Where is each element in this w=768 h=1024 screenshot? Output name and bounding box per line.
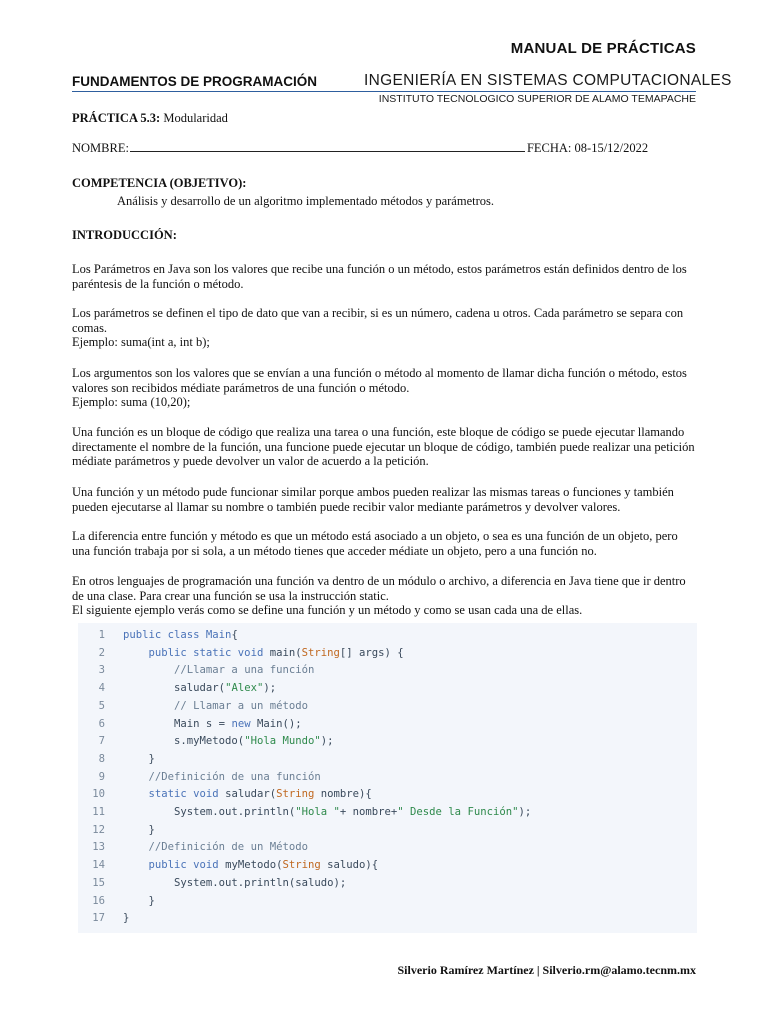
- paragraph-line: Los Parámetros en Java son los valores que recibe una función o un método, estos parámetros están definidos dentro de los paréntesis de la función o método.: [72, 262, 687, 291]
- paragraph-example: Ejemplo: suma(int a, int b);: [72, 335, 210, 349]
- intro-paragraph-1: [72, 262, 697, 291]
- code-token: }: [123, 912, 130, 925]
- line-number: 14: [92, 859, 105, 872]
- code-text: [123, 786, 372, 804]
- code-token: saludar(: [225, 788, 277, 801]
- paragraph-example: Ejemplo: suma (10,20);: [72, 395, 191, 409]
- intro-paragraph-3: [72, 366, 697, 410]
- line-number: 9: [98, 770, 105, 783]
- code-token: public static void: [148, 646, 270, 659]
- code-token: //Llamar a una función: [174, 664, 315, 677]
- code-token: [123, 771, 149, 783]
- code-token: myMetodo(: [225, 859, 283, 872]
- intro-title: INTRODUCCIÓN:: [72, 228, 177, 242]
- paragraph-line: La diferencia entre función y método es que un método está asociado a un objeto, o sea es una función de un objeto, pero una función trabaja por si sola, a un método tienes que acceder médiate un objeto, pero a una función no.: [72, 529, 678, 558]
- line-number: 6: [98, 717, 105, 730]
- subject-title: FUNDAMENTOS DE PROGRAMACIÓN: [72, 74, 318, 89]
- intro-paragraph-4: [72, 425, 697, 469]
- code-token: }: [123, 752, 155, 765]
- line-number: 8: [98, 752, 105, 765]
- code-text: [123, 875, 346, 893]
- code-token: {: [231, 629, 238, 641]
- line-number: 12: [92, 823, 105, 836]
- practice-heading: [72, 111, 228, 126]
- code-token: );: [518, 806, 532, 818]
- paragraph-line: En otros lenguajes de programación una función va dentro de un módulo o archivo, a diferencia en Java tiene que ir dentro de una clase. Para crear una función se usa la instrucción static.: [72, 574, 686, 603]
- code-text: [123, 893, 155, 911]
- line-number: 7: [98, 735, 105, 748]
- footer-author: Silverio Ramírez Martínez | Silverio.rm@alamo.tecnm.mx: [397, 963, 696, 977]
- code-token: new: [231, 717, 257, 730]
- code-token: //Definición de un Método: [148, 841, 308, 854]
- code-token: [123, 788, 149, 800]
- code-token: saludar(: [123, 682, 226, 695]
- code-token: "Alex": [225, 682, 264, 695]
- paragraph-line: Los argumentos son los valores que se envían a una función o método al momento de llamar dicha función o método, estos valores son recibidos médiate parámetros de una función o método.: [72, 366, 687, 395]
- line-number: 17: [92, 912, 105, 925]
- code-text: [123, 804, 531, 822]
- code-text: [123, 751, 155, 769]
- paragraph-line: El siguiente ejemplo verás como se define una función y un método y como se usan cada una de ellas.: [72, 603, 583, 617]
- code-token: [123, 647, 149, 659]
- practice-label: PRÁCTICA 5.3:: [72, 111, 161, 125]
- competence-text: Análisis y desarrollo de un algoritmo implementado métodos y parámetros.: [117, 194, 495, 208]
- code-text: [123, 662, 314, 680]
- code-token: s.myMetodo(: [123, 735, 245, 748]
- line-number: 10: [92, 788, 105, 801]
- name-date-row: [72, 141, 648, 156]
- code-token: static void: [148, 788, 226, 801]
- line-number: 13: [92, 841, 105, 854]
- code-text: [123, 716, 302, 734]
- paragraph-line: Una función es un bloque de código que realiza una tarea o una función, este bloque de código se puede ejecutar llamando directamente el nombre de la función, una funcione puede ejecutar un bloque de código, también puede realizar una petición médiate parámetros y puede devolver un valor de acuerdo a la petición.: [72, 425, 695, 468]
- code-token: }: [123, 894, 155, 907]
- code-token: public void: [148, 859, 226, 872]
- code-text: [123, 733, 334, 751]
- line-number: 2: [98, 646, 105, 659]
- code-block: [78, 623, 697, 933]
- code-token: String: [301, 646, 340, 659]
- code-token: "Hola ": [295, 806, 340, 818]
- competence-title: COMPETENCIA (OBJETIVO):: [72, 176, 247, 190]
- code-token: }: [123, 823, 155, 836]
- code-token: Main s =: [123, 717, 232, 730]
- line-number: 3: [98, 664, 105, 677]
- code-token: String: [276, 788, 321, 801]
- code-token: // Llamar a un método: [174, 699, 308, 712]
- line-number: 11: [92, 806, 105, 818]
- code-token: [123, 859, 149, 871]
- institute-name: INSTITUTO TECNOLOGICO SUPERIOR DE ALAMO TEMAPACHE: [378, 93, 696, 105]
- code-text: [123, 839, 308, 857]
- name-label: NOMBRE:: [72, 141, 129, 155]
- code-token: Main();: [256, 717, 302, 730]
- line-number: 5: [98, 699, 105, 712]
- name-blank-line: [130, 141, 525, 152]
- code-text: [123, 698, 308, 716]
- date-label: FECHA: 08-15/12/2022: [526, 141, 649, 155]
- code-text: [123, 822, 155, 840]
- line-number: 4: [98, 682, 105, 695]
- header-divider: [72, 91, 696, 92]
- code-token: //Definición de una función: [148, 770, 321, 783]
- line-number: 16: [92, 894, 105, 907]
- paragraph-line: Una función y un método pude funcionar similar porque ambos pueden realizar las mismas tareas o funciones y también pueden ejecutarse al llamar su nombre o también puede recibir valor mediante parámetros y devolver valores.: [72, 485, 674, 514]
- manual-title: MANUAL DE PRÁCTICAS: [510, 40, 696, 57]
- code-token: "Hola Mundo": [244, 735, 321, 748]
- intro-paragraph-2: [72, 306, 697, 350]
- code-token: );: [320, 735, 334, 748]
- code-token: System.out.println(saludo);: [123, 876, 347, 889]
- code-token: main(: [269, 646, 302, 659]
- code-text: [123, 857, 378, 875]
- code-token: [123, 664, 174, 676]
- intro-paragraph-7: [72, 574, 697, 618]
- career-title: INGENIERÍA EN SISTEMAS COMPUTACIONALES: [364, 72, 732, 89]
- line-number: 1: [98, 629, 105, 641]
- code-text: [123, 645, 404, 663]
- code-token: saludo){: [327, 859, 379, 872]
- code-token: [123, 841, 149, 853]
- intro-paragraph-5: [72, 485, 697, 514]
- line-number: 15: [92, 876, 105, 889]
- code-token: [] args) {: [339, 646, 404, 659]
- code-token: " Desde la Función": [397, 806, 519, 818]
- code-text: [123, 627, 238, 645]
- intro-paragraph-6: [72, 529, 697, 558]
- code-token: [123, 700, 174, 712]
- code-token: public class: [123, 629, 206, 641]
- code-text: [123, 769, 321, 787]
- paragraph-line: Los parámetros se definen el tipo de dato que van a recibir, si es un número, cadena u otros. Cada parámetro se separa con comas.: [72, 306, 684, 335]
- code-token: );: [263, 682, 277, 695]
- code-token: nombre){: [320, 788, 372, 801]
- code-token: String: [282, 859, 328, 872]
- code-text: [123, 680, 276, 698]
- code-token: System.out.println(: [123, 806, 296, 818]
- code-token: + nombre+: [339, 806, 398, 818]
- code-token: Main: [205, 629, 232, 641]
- practice-name: Modularidad: [163, 111, 228, 125]
- code-text: [123, 910, 129, 928]
